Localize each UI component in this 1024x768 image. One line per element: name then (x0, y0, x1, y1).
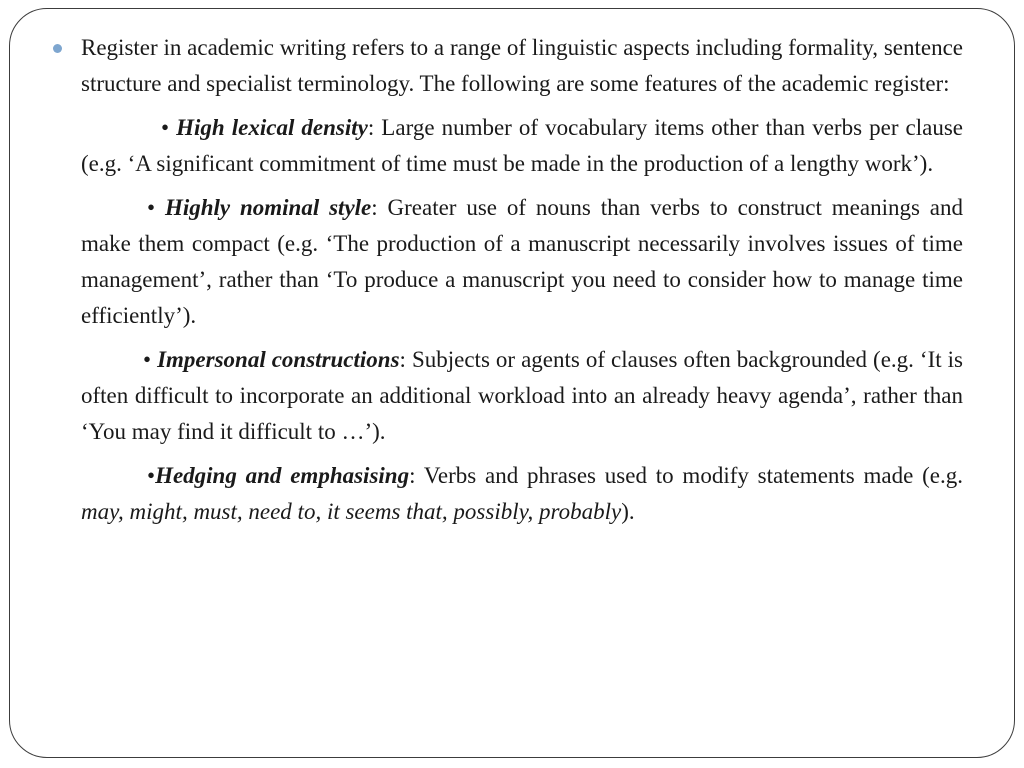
feature-description: Verbs and phrases used to modify statements made (e.g. (415, 463, 964, 488)
feature-item-hedging-and-emphasising (81, 458, 963, 530)
feature-colon: : (367, 115, 375, 140)
feature-term: High lexical density (176, 115, 368, 140)
feature-bullet: • (147, 463, 156, 488)
feature-bullet: • (147, 195, 156, 220)
feature-colon: : (371, 195, 378, 220)
feature-term: Impersonal constructions (157, 347, 400, 372)
intro-paragraph (81, 30, 963, 102)
intro-text: Register in academic writing refers to a range of linguistic aspects including formality, sentence structure and specialist terminology. The following are some features of the academic register: (81, 35, 963, 96)
feature-bullet: • (161, 115, 170, 140)
slide-body (81, 30, 963, 530)
feature-term: Hedging and emphasising (155, 463, 410, 488)
feature-item-impersonal-constructions (81, 342, 963, 450)
feature-colon: : (409, 463, 416, 488)
feature-bullet: • (143, 347, 152, 372)
feature-description: Subjects or agents of clauses often backgrounded (e.g. ‘It is often difficult to incorporate an additional workload into an already heavy agenda’, rather than ‘You may find it difficult to …’). (81, 347, 963, 444)
feature-examples: may, might, must, need to, it seems that, possibly, probably (81, 499, 622, 524)
bullet-icon (53, 44, 62, 53)
feature-description: Greater use of nouns than verbs to construct meanings and make them compact (e.g. ‘The production of a manuscript necessarily involves issues of time management’, rather than ‘To produce a manuscript you need to consider how to manage time efficiently’). (81, 195, 964, 328)
feature-item-high-lexical-density (81, 110, 963, 182)
feature-description: Large number of vocabulary items other than verbs per clause (e.g. ‘A significant commitment of time must be made in the production of a lengthy work’). (81, 115, 964, 176)
feature-suffix: ). (621, 499, 635, 524)
feature-term: Highly nominal style (164, 195, 372, 220)
feature-item-highly-nominal-style (81, 190, 963, 334)
feature-colon: : (399, 347, 406, 372)
